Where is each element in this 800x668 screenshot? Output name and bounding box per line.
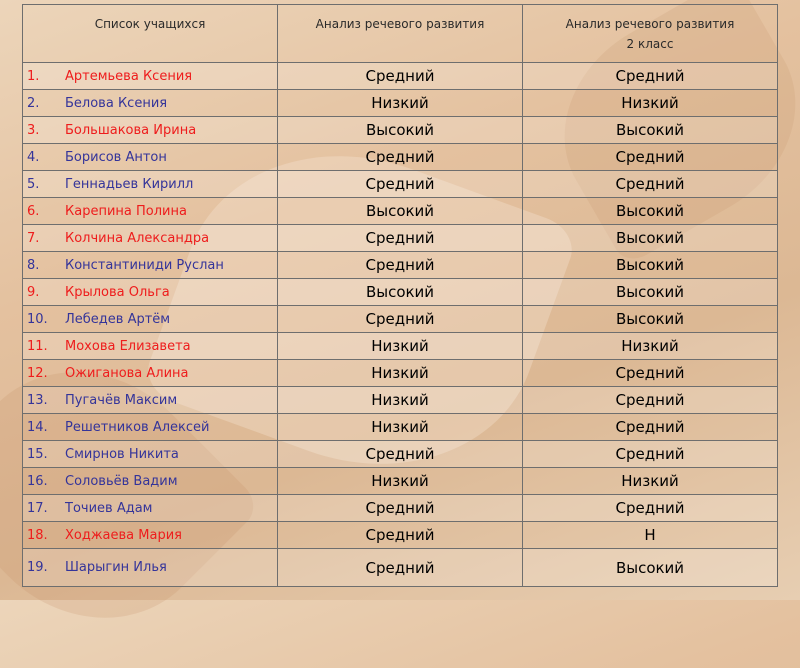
row-number: 2. <box>27 95 40 111</box>
table-row <box>23 144 778 171</box>
table-row <box>23 63 778 90</box>
table-row <box>23 522 778 549</box>
speech-level-cell: Низкий <box>278 90 523 117</box>
speech-level-cell: Средний <box>278 495 523 522</box>
student-cell <box>23 63 278 90</box>
student-cell <box>23 522 278 549</box>
table-row <box>23 198 778 225</box>
header-speech-analysis-grade2-label: Анализ речевого развития <box>565 17 735 31</box>
speech-level-cell: Средний <box>278 549 523 587</box>
row-number: 6. <box>27 203 40 219</box>
student-name: Крылова Ольга <box>65 284 170 300</box>
speech-level-cell: Средний <box>278 252 523 279</box>
header-grade-label: 2 класс <box>626 37 674 51</box>
row-number: 12. <box>27 365 48 381</box>
row-number: 1. <box>27 68 40 84</box>
table-row <box>23 495 778 522</box>
speech-level-grade2-cell: Высокий <box>523 225 778 252</box>
speech-level-grade2-cell: Средний <box>523 171 778 198</box>
speech-level-cell: Низкий <box>278 468 523 495</box>
student-name: Соловьёв Вадим <box>65 473 178 489</box>
table-row <box>23 306 778 333</box>
table-row <box>23 279 778 306</box>
student-cell <box>23 171 278 198</box>
speech-level-cell: Средний <box>278 63 523 90</box>
speech-level-cell: Средний <box>278 171 523 198</box>
speech-level-grade2-cell: Н <box>523 522 778 549</box>
row-number: 16. <box>27 473 48 489</box>
speech-level-cell: Низкий <box>278 333 523 360</box>
speech-level-grade2-cell: Низкий <box>523 468 778 495</box>
header-speech-analysis-grade2 <box>523 5 778 63</box>
speech-level-grade2-cell: Средний <box>523 495 778 522</box>
speech-level-cell: Средний <box>278 225 523 252</box>
speech-level-grade2-cell: Высокий <box>523 198 778 225</box>
row-number: 14. <box>27 419 48 435</box>
speech-level-grade2-cell: Средний <box>523 63 778 90</box>
student-name: Ожиганова Алина <box>65 365 189 381</box>
table-row <box>23 468 778 495</box>
speech-level-cell: Высокий <box>278 198 523 225</box>
student-cell <box>23 333 278 360</box>
row-number: 11. <box>27 338 48 354</box>
speech-level-grade2-cell: Низкий <box>523 90 778 117</box>
student-name: Константиниди Руслан <box>65 257 224 273</box>
row-number: 18. <box>27 527 48 543</box>
speech-level-grade2-cell: Высокий <box>523 279 778 306</box>
student-cell <box>23 252 278 279</box>
student-cell <box>23 117 278 144</box>
table-row <box>23 414 778 441</box>
row-number: 17. <box>27 500 48 516</box>
student-name: Колчина Александра <box>65 230 210 246</box>
speech-level-cell: Высокий <box>278 117 523 144</box>
student-name: Лебедев Артём <box>65 311 171 327</box>
speech-level-cell: Средний <box>278 306 523 333</box>
row-number: 13. <box>27 392 48 408</box>
row-number: 4. <box>27 149 40 165</box>
student-cell <box>23 90 278 117</box>
student-cell <box>23 198 278 225</box>
student-cell <box>23 549 278 587</box>
student-cell <box>23 360 278 387</box>
student-name: Смирнов Никита <box>65 446 179 462</box>
student-cell <box>23 468 278 495</box>
students-table <box>22 4 778 587</box>
table-header-row <box>23 5 778 63</box>
speech-level-grade2-cell: Средний <box>523 387 778 414</box>
student-name: Пугачёв Максим <box>65 392 178 408</box>
header-speech-analysis <box>278 5 523 63</box>
speech-level-grade2-cell: Средний <box>523 360 778 387</box>
student-cell <box>23 144 278 171</box>
row-number: 3. <box>27 122 40 138</box>
student-cell <box>23 414 278 441</box>
speech-level-grade2-cell: Высокий <box>523 252 778 279</box>
speech-level-cell: Высокий <box>278 279 523 306</box>
row-number: 8. <box>27 257 40 273</box>
student-name: Решетников Алексей <box>65 419 210 435</box>
table-row <box>23 387 778 414</box>
student-name: Артемьева Ксения <box>65 68 193 84</box>
speech-level-cell: Низкий <box>278 360 523 387</box>
student-cell <box>23 387 278 414</box>
student-name: Карепина Полина <box>65 203 187 219</box>
student-name: Большакова Ирина <box>65 122 197 138</box>
student-name: Борисов Антон <box>65 149 167 165</box>
speech-level-cell: Средний <box>278 144 523 171</box>
table-row <box>23 441 778 468</box>
student-cell <box>23 225 278 252</box>
speech-level-cell: Средний <box>278 522 523 549</box>
speech-level-grade2-cell: Средний <box>523 414 778 441</box>
table-row <box>23 171 778 198</box>
student-name: Ходжаева Мария <box>65 527 182 543</box>
table-row <box>23 117 778 144</box>
speech-level-grade2-cell: Средний <box>523 144 778 171</box>
speech-level-grade2-cell: Высокий <box>523 549 778 587</box>
student-cell <box>23 441 278 468</box>
row-number: 9. <box>27 284 40 300</box>
header-speech-analysis-label: Анализ речевого развития <box>315 17 485 31</box>
table-row <box>23 549 778 587</box>
row-number: 5. <box>27 176 40 192</box>
row-number: 19. <box>27 560 48 575</box>
speech-level-cell: Средний <box>278 441 523 468</box>
speech-level-grade2-cell: Высокий <box>523 117 778 144</box>
speech-level-cell: Низкий <box>278 387 523 414</box>
table-row <box>23 252 778 279</box>
student-cell <box>23 306 278 333</box>
student-name: Шарыгин Илья <box>65 560 167 575</box>
student-cell <box>23 495 278 522</box>
table-row <box>23 333 778 360</box>
row-number: 10. <box>27 311 48 327</box>
student-name: Геннадьев Кирилл <box>65 176 194 192</box>
speech-level-cell: Низкий <box>278 414 523 441</box>
table-row <box>23 360 778 387</box>
row-number: 15. <box>27 446 48 462</box>
table-row <box>23 90 778 117</box>
student-cell <box>23 279 278 306</box>
student-name: Точиев Адам <box>65 500 153 516</box>
student-name: Мохова Елизавета <box>65 338 191 354</box>
table-row <box>23 225 778 252</box>
header-student-list-label: Список учащихся <box>94 17 206 31</box>
header-student-list <box>23 5 278 63</box>
student-name: Белова Ксения <box>65 95 168 111</box>
speech-level-grade2-cell: Средний <box>523 441 778 468</box>
speech-level-grade2-cell: Высокий <box>523 306 778 333</box>
row-number: 7. <box>27 230 40 246</box>
speech-level-grade2-cell: Низкий <box>523 333 778 360</box>
